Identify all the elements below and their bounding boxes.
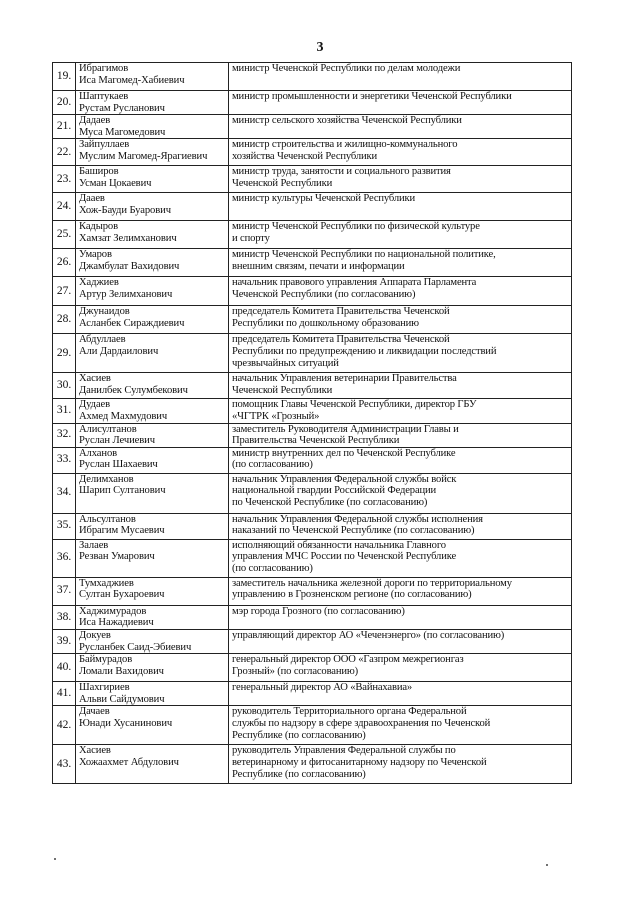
position-line: руководитель Управления Федеральной службы по bbox=[232, 745, 456, 757]
member-surname: Алханов bbox=[79, 447, 118, 459]
row-number: 27. bbox=[53, 277, 76, 306]
row-number: 24. bbox=[53, 193, 76, 221]
position-line: Чеченской Республики bbox=[232, 384, 333, 396]
member-position bbox=[229, 629, 572, 653]
table-row bbox=[53, 577, 572, 605]
member-name bbox=[76, 115, 229, 139]
member-name bbox=[76, 139, 229, 166]
member-position bbox=[229, 139, 572, 166]
member-position bbox=[229, 63, 572, 91]
table-row bbox=[53, 423, 572, 447]
member-position bbox=[229, 277, 572, 306]
row-number: 33. bbox=[53, 447, 76, 473]
member-name bbox=[76, 373, 229, 399]
member-surname: Джунаидов bbox=[79, 306, 130, 318]
position-line: министр сельского хозяйства Чеченской Республики bbox=[232, 115, 462, 127]
member-position bbox=[229, 682, 572, 706]
row-number: 26. bbox=[53, 249, 76, 277]
member-name bbox=[76, 629, 229, 653]
member-position bbox=[229, 193, 572, 221]
member-name bbox=[76, 447, 229, 473]
position-line: наказаний по Чеченской Республике (по согласованию) bbox=[232, 525, 475, 537]
member-position bbox=[229, 249, 572, 277]
row-number: 41. bbox=[53, 682, 76, 706]
member-given-names: Усман Цокаевич bbox=[79, 177, 152, 189]
position-line: начальник правового управления Аппарата Парламента bbox=[232, 277, 477, 289]
row-number: 36. bbox=[53, 539, 76, 577]
position-line: министр промышленности и энергетики Чеченской Республики bbox=[232, 91, 512, 102]
position-line: чрезвычайных ситуаций bbox=[232, 357, 339, 369]
position-line: заместитель Руководителя Администрации Главы и bbox=[232, 423, 459, 435]
member-surname: Залаев bbox=[79, 539, 109, 551]
row-number: 32. bbox=[53, 423, 76, 447]
table-row bbox=[53, 629, 572, 653]
member-given-names: Рустам Русланович bbox=[79, 102, 165, 114]
member-name bbox=[76, 473, 229, 513]
table-row bbox=[53, 91, 572, 115]
member-name bbox=[76, 249, 229, 277]
position-line: председатель Комитета Правительства Чеченской bbox=[232, 334, 450, 346]
row-number: 30. bbox=[53, 373, 76, 399]
member-name bbox=[76, 605, 229, 629]
member-position bbox=[229, 513, 572, 539]
position-line: хозяйства Чеченской Республики bbox=[232, 150, 378, 162]
member-name bbox=[76, 91, 229, 115]
member-given-names: Руслан Шахаевич bbox=[79, 459, 158, 471]
member-surname: Хаджиев bbox=[79, 277, 119, 289]
position-line: управления МЧС России по Чеченской Республике bbox=[232, 551, 456, 563]
member-position bbox=[229, 399, 572, 423]
member-given-names: Артур Зелимханович bbox=[79, 288, 173, 300]
table-row bbox=[53, 399, 572, 423]
position-line: мэр города Грозного (по согласованию) bbox=[232, 605, 405, 617]
member-position bbox=[229, 473, 572, 513]
member-surname: Зайпуллаев bbox=[79, 139, 130, 151]
member-name bbox=[76, 334, 229, 373]
member-name bbox=[76, 577, 229, 605]
member-position bbox=[229, 706, 572, 745]
member-position bbox=[229, 745, 572, 784]
member-name bbox=[76, 513, 229, 539]
member-name bbox=[76, 221, 229, 249]
member-name bbox=[76, 745, 229, 784]
table-row bbox=[53, 513, 572, 539]
member-surname: Баймурадов bbox=[79, 654, 133, 666]
member-given-names: Юнади Хусанинович bbox=[79, 717, 173, 729]
member-surname: Хаджимурадов bbox=[79, 605, 147, 617]
member-given-names: Ломали Вахидович bbox=[79, 665, 164, 677]
member-name bbox=[76, 423, 229, 447]
member-given-names: Хож-Бауди Буарович bbox=[79, 204, 171, 216]
member-surname: Альсултанов bbox=[79, 513, 136, 525]
position-line: руководитель Территориального органа Федеральной bbox=[232, 706, 467, 718]
member-given-names: Султан Бухароевич bbox=[79, 589, 165, 601]
row-number: 42. bbox=[53, 706, 76, 745]
member-name bbox=[76, 682, 229, 706]
member-given-names: Ахмед Махмудович bbox=[79, 410, 168, 422]
member-surname: Умаров bbox=[79, 249, 112, 261]
member-name bbox=[76, 654, 229, 682]
member-given-names: Русланбек Саид-Эбиевич bbox=[79, 641, 192, 653]
member-surname: Шахгириев bbox=[79, 682, 130, 694]
position-line: Республике (по согласованию) bbox=[232, 768, 366, 780]
member-surname: Делимханов bbox=[79, 473, 134, 485]
position-line: управлению в Грозненском регионе (по согласованию) bbox=[232, 589, 472, 601]
table-row bbox=[53, 139, 572, 166]
position-line: Чеченской Республики (по согласованию) bbox=[232, 288, 416, 300]
member-position bbox=[229, 605, 572, 629]
member-surname: Баширов bbox=[79, 166, 119, 178]
table-row bbox=[53, 306, 572, 334]
position-line: Чеченской Республики bbox=[232, 177, 333, 189]
member-name bbox=[76, 306, 229, 334]
member-position bbox=[229, 166, 572, 193]
position-line: начальник Управления Федеральной службы войск bbox=[232, 473, 457, 485]
table-row bbox=[53, 682, 572, 706]
row-number: 28. bbox=[53, 306, 76, 334]
member-given-names: Хожаахмет Абдулович bbox=[79, 756, 179, 768]
table-row bbox=[53, 706, 572, 745]
position-line: заместитель начальника железной дороги по территориальному bbox=[232, 577, 512, 589]
position-line: (по согласованию) bbox=[232, 459, 313, 471]
position-line: исполняющий обязанности начальника Главного bbox=[232, 539, 446, 551]
position-line: министр внутренних дел по Чеченской Республике bbox=[232, 447, 456, 459]
position-line: председатель Комитета Правительства Чеченской bbox=[232, 306, 450, 318]
row-number: 20. bbox=[53, 91, 76, 115]
row-number: 39. bbox=[53, 629, 76, 653]
table-row bbox=[53, 166, 572, 193]
row-number: 21. bbox=[53, 115, 76, 139]
member-surname: Шаптукаев bbox=[79, 91, 129, 102]
table-row bbox=[53, 745, 572, 784]
position-line: Республики по дошкольному образованию bbox=[232, 317, 419, 329]
member-position bbox=[229, 334, 572, 373]
member-surname: Ибрагимов bbox=[79, 63, 129, 74]
table-row bbox=[53, 221, 572, 249]
table-row bbox=[53, 63, 572, 91]
position-line: министр Чеченской Республики по национальной политике, bbox=[232, 249, 496, 261]
table-row bbox=[53, 654, 572, 682]
member-name bbox=[76, 193, 229, 221]
page-number: 3 bbox=[316, 40, 324, 55]
position-line: генеральный директор ООО «Газпром межрегионгаз bbox=[232, 654, 464, 666]
position-line: Республики по предупреждению и ликвидации последствий bbox=[232, 345, 497, 357]
member-position bbox=[229, 115, 572, 139]
member-surname: Тумхаджиев bbox=[79, 577, 134, 589]
position-line: генеральный директор АО «Вайнахавиа» bbox=[232, 682, 413, 694]
row-number: 40. bbox=[53, 654, 76, 682]
position-line: (по согласованию) bbox=[232, 562, 313, 574]
member-given-names: Резван Умарович bbox=[79, 551, 155, 563]
member-position bbox=[229, 221, 572, 249]
member-surname: Алисултанов bbox=[79, 423, 137, 435]
member-surname: Хасиев bbox=[79, 745, 111, 757]
members-table-body bbox=[53, 63, 572, 784]
position-line: министр Чеченской Республики по делам молодежи bbox=[232, 63, 461, 74]
position-line: национальной гвардии Российской Федерации bbox=[232, 485, 437, 497]
table-row bbox=[53, 193, 572, 221]
row-number: 31. bbox=[53, 399, 76, 423]
table-row bbox=[53, 115, 572, 139]
member-surname: Хасиев bbox=[79, 373, 111, 385]
member-given-names: Муса Магомедович bbox=[79, 126, 166, 138]
member-position bbox=[229, 91, 572, 115]
row-number: 34. bbox=[53, 473, 76, 513]
position-line: ветеринарному и фитосанитарному надзору по Чеченской bbox=[232, 756, 487, 768]
position-line: по Чеченской Республике (по согласованию) bbox=[232, 496, 428, 508]
position-line: министр труда, занятости и социального развития bbox=[232, 166, 451, 178]
member-name bbox=[76, 399, 229, 423]
table-row bbox=[53, 249, 572, 277]
member-position bbox=[229, 447, 572, 473]
member-given-names: Джамбулат Вахидович bbox=[79, 260, 180, 272]
member-name bbox=[76, 63, 229, 91]
scan-speck-right bbox=[546, 864, 548, 866]
member-surname: Дааев bbox=[79, 193, 105, 205]
member-given-names: Ибрагим Мусаевич bbox=[79, 525, 165, 537]
position-line: министр культуры Чеченской Республики bbox=[232, 193, 416, 205]
row-number: 35. bbox=[53, 513, 76, 539]
position-line: службы по надзору в сфере здравоохранения по Чеченской bbox=[232, 717, 491, 729]
member-name bbox=[76, 166, 229, 193]
member-given-names: Шарип Султанович bbox=[79, 485, 166, 497]
member-given-names: Иса Нажадиевич bbox=[79, 617, 154, 629]
row-number: 22. bbox=[53, 139, 76, 166]
member-name bbox=[76, 277, 229, 306]
member-position bbox=[229, 539, 572, 577]
member-given-names: Альви Сайдумович bbox=[79, 693, 165, 705]
row-number: 43. bbox=[53, 745, 76, 784]
position-line: Правительства Чеченской Республики bbox=[232, 435, 400, 447]
row-number: 37. bbox=[53, 577, 76, 605]
table-row bbox=[53, 373, 572, 399]
member-surname: Дудаев bbox=[79, 399, 111, 411]
position-line: помощник Главы Чеченской Республики, директор ГБУ bbox=[232, 399, 477, 411]
table-row bbox=[53, 447, 572, 473]
position-line: начальник Управления ветеринарии Правительства bbox=[232, 373, 457, 385]
row-number: 38. bbox=[53, 605, 76, 629]
member-surname: Докуев bbox=[79, 629, 111, 641]
position-line: начальник Управления Федеральной службы исполнения bbox=[232, 513, 483, 525]
member-name bbox=[76, 706, 229, 745]
row-number: 23. bbox=[53, 166, 76, 193]
member-given-names: Асланбек Сираждиевич bbox=[79, 317, 185, 329]
row-number: 29. bbox=[53, 334, 76, 373]
position-line: управляющий директор АО «Чеченэнерго» (по согласованию) bbox=[232, 629, 505, 641]
row-number: 25. bbox=[53, 221, 76, 249]
member-position bbox=[229, 423, 572, 447]
member-given-names: Али Дардаилович bbox=[79, 345, 159, 357]
members-table bbox=[52, 62, 572, 784]
table-row bbox=[53, 473, 572, 513]
position-line: внешним связям, печати и информации bbox=[232, 260, 405, 272]
member-surname: Абдуллаев bbox=[79, 334, 126, 346]
position-line: Республике (по согласованию) bbox=[232, 729, 366, 741]
member-given-names: Муслим Магомед-Ярагиевич bbox=[79, 150, 208, 162]
member-surname: Кадыров bbox=[79, 221, 119, 233]
position-line: «ЧГТРК «Грозный» bbox=[232, 410, 320, 422]
position-line: министр Чеченской Республики по физической культуре bbox=[232, 221, 480, 233]
member-given-names: Хамзат Зелимханович bbox=[79, 232, 177, 244]
table-row bbox=[53, 334, 572, 373]
member-position bbox=[229, 654, 572, 682]
member-name bbox=[76, 539, 229, 577]
table-row bbox=[53, 277, 572, 306]
row-number: 19. bbox=[53, 63, 76, 91]
table-row bbox=[53, 539, 572, 577]
position-line: Грозный» (по согласованию) bbox=[232, 665, 359, 677]
position-line: и спорту bbox=[232, 232, 270, 244]
member-surname: Дадаев bbox=[79, 115, 111, 127]
member-given-names: Иса Магомед-Хабиевич bbox=[79, 74, 185, 86]
table-row bbox=[53, 605, 572, 629]
member-given-names: Данилбек Сулумбекович bbox=[79, 384, 188, 396]
scan-speck-left bbox=[54, 858, 56, 860]
member-position bbox=[229, 577, 572, 605]
member-position bbox=[229, 373, 572, 399]
member-position bbox=[229, 306, 572, 334]
position-line: министр строительства и жилищно-коммунального bbox=[232, 139, 458, 151]
member-surname: Дачаев bbox=[79, 706, 110, 718]
member-given-names: Руслан Лечиевич bbox=[79, 435, 155, 447]
